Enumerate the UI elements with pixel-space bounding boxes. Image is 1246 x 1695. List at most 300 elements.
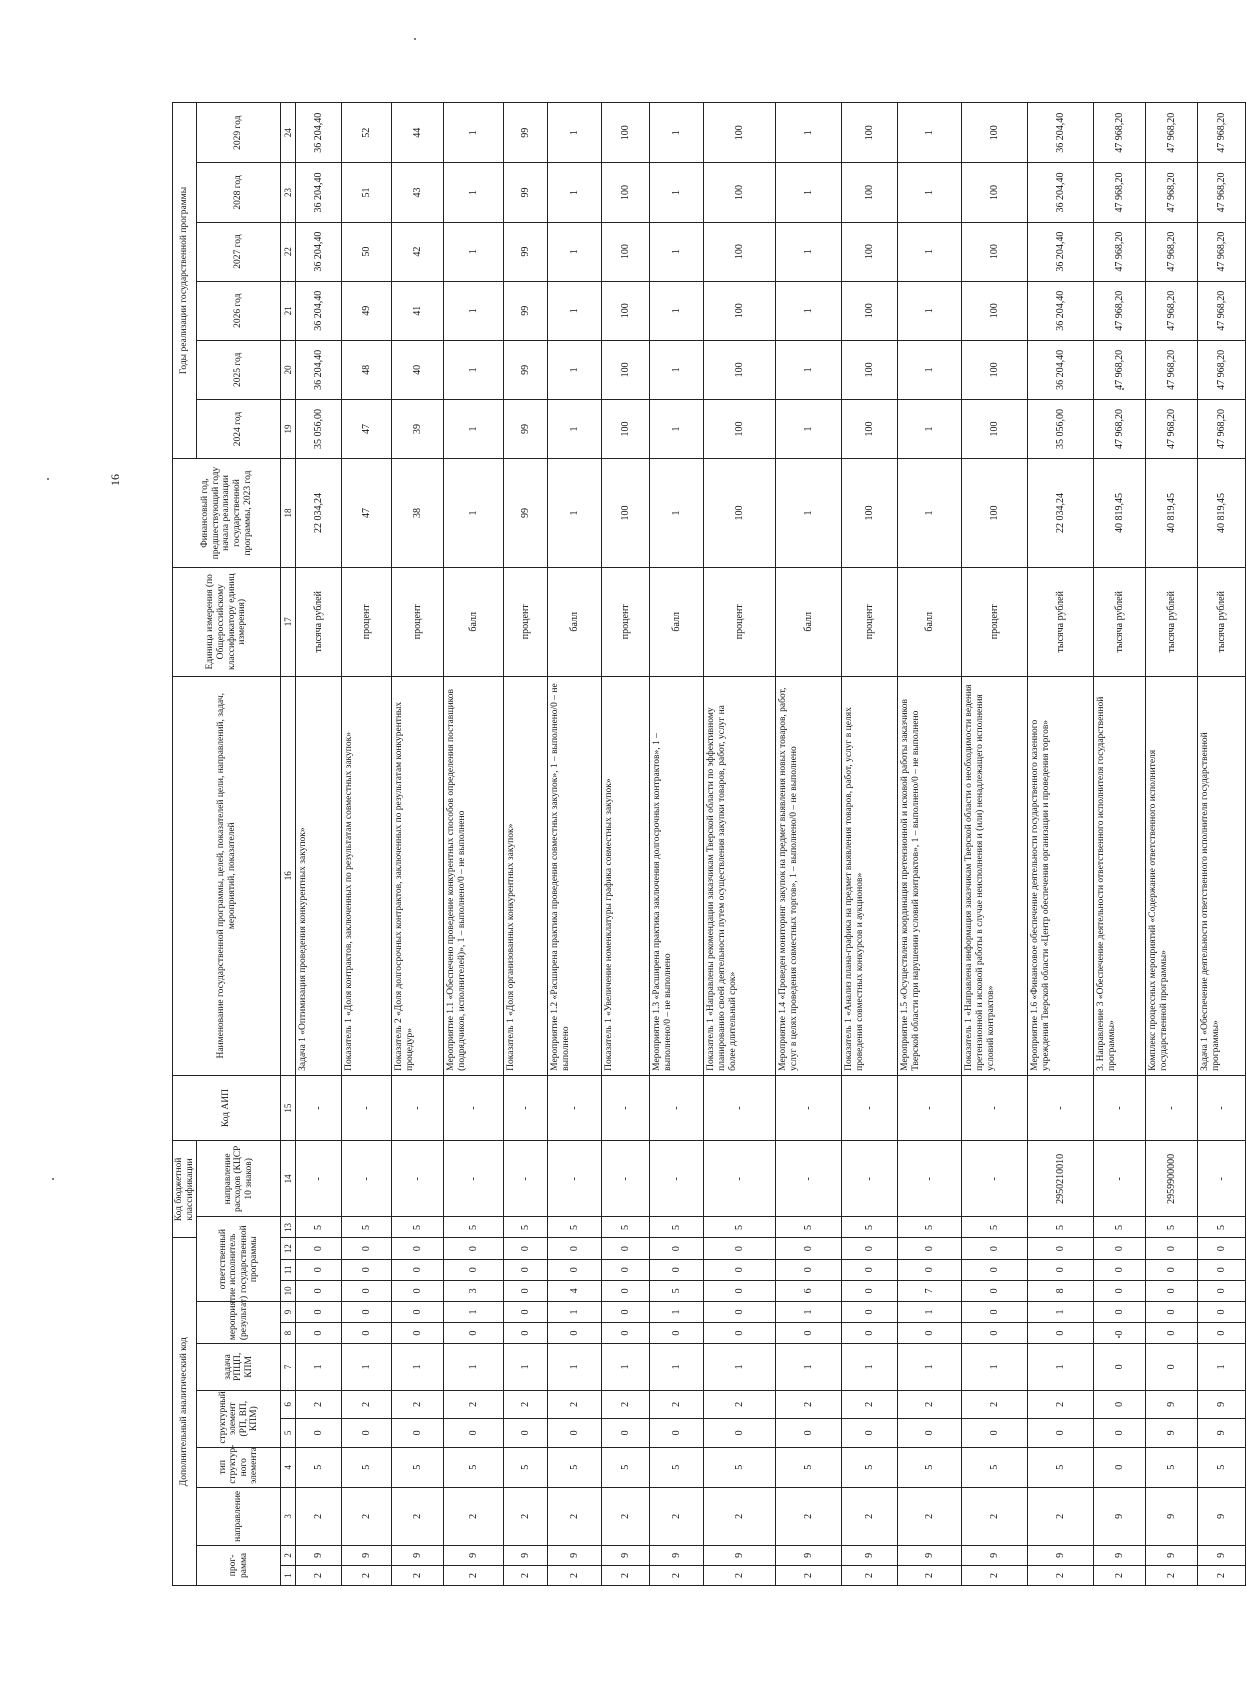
code-cell: 5 bbox=[650, 1217, 704, 1238]
year-value-cell: 100 bbox=[704, 222, 776, 281]
fin-year-cell: 100 bbox=[842, 459, 898, 568]
code-cell: 0 bbox=[704, 1238, 776, 1259]
code-cell: - bbox=[1094, 1075, 1146, 1140]
code-cell: 0 bbox=[1146, 1238, 1198, 1259]
year-value-cell: 47 968,20 bbox=[1146, 163, 1198, 222]
code-cell: 2 bbox=[602, 1565, 650, 1585]
year-value-cell: 100 bbox=[842, 281, 898, 340]
table-row bbox=[704, 103, 776, 1586]
code-cell: 5 bbox=[1146, 1447, 1198, 1487]
code-cell: 6 bbox=[776, 1280, 842, 1301]
year-value-cell: 47 968,20 bbox=[1146, 340, 1198, 399]
code-cell: 0 bbox=[296, 1419, 342, 1448]
code-cell: 0 bbox=[704, 1323, 776, 1344]
name-cell: Мероприятие 1.2 «Расширена практика проведения совместных закупок», 1 – выполнено/0 – не выполнено bbox=[548, 676, 602, 1075]
year-value-cell: 1 bbox=[650, 163, 704, 222]
year-value-cell: 1 bbox=[444, 399, 504, 458]
code-cell: 2 bbox=[898, 1390, 962, 1419]
code-cell: 2 bbox=[650, 1565, 704, 1585]
code-cell: 0 bbox=[296, 1280, 342, 1301]
code-cell: 5 bbox=[602, 1447, 650, 1487]
year-value-cell: 100 bbox=[602, 281, 650, 340]
column-number: 21 bbox=[281, 281, 296, 340]
table-row bbox=[296, 103, 342, 1586]
code-cell: 0 bbox=[392, 1238, 444, 1259]
code-cell: 0 bbox=[1094, 1301, 1146, 1322]
code-cell: 2 bbox=[842, 1390, 898, 1419]
code-cell: 9 bbox=[1146, 1545, 1198, 1565]
code-cell: 2 bbox=[898, 1565, 962, 1585]
year-value-cell: 1 bbox=[650, 340, 704, 399]
fin-year-cell: 99 bbox=[504, 459, 548, 568]
code-cell: 0 bbox=[1094, 1419, 1146, 1448]
unit-cell: тысяча рублей bbox=[1146, 567, 1198, 676]
table-row bbox=[776, 103, 842, 1586]
year-value-cell: 100 bbox=[962, 399, 1028, 458]
code-cell: 1 bbox=[1028, 1344, 1094, 1390]
code-cell: 0 bbox=[548, 1323, 602, 1344]
code-cell: 1 bbox=[296, 1344, 342, 1390]
header-napr-rashodov: направление расходов (КЦСР 10 знаков) bbox=[197, 1141, 281, 1217]
code-cell: 0 bbox=[962, 1419, 1028, 1448]
name-cell: Мероприятие 1.5 «Осуществлена координация претензионной и исковой работы заказчиков Тверской области при нарушении условий контрактов», 1 – выполнено/0 – не выполнено bbox=[898, 676, 962, 1075]
year-value-cell: 1 bbox=[776, 340, 842, 399]
unit-cell: процент bbox=[962, 567, 1028, 676]
code-cell: - bbox=[392, 1141, 444, 1217]
code-cell: 0 bbox=[602, 1280, 650, 1301]
code-cell: 1 bbox=[444, 1301, 504, 1322]
code-cell: 9 bbox=[1146, 1390, 1198, 1419]
code-cell: - bbox=[776, 1075, 842, 1140]
column-number: 24 bbox=[281, 103, 296, 163]
code-cell: 0 bbox=[842, 1323, 898, 1344]
name-cell: Показатель 1 «Доля организованных конкурентных закупок» bbox=[504, 676, 548, 1075]
year-value-cell: 99 bbox=[504, 163, 548, 222]
code-cell: 1 bbox=[898, 1344, 962, 1390]
table-row bbox=[842, 103, 898, 1586]
code-cell: 5 bbox=[342, 1217, 392, 1238]
code-cell: 0 bbox=[296, 1238, 342, 1259]
table-row bbox=[1198, 103, 1246, 1586]
code-cell: 2 bbox=[444, 1390, 504, 1419]
year-value-cell: 100 bbox=[704, 281, 776, 340]
code-cell: 0 bbox=[1146, 1344, 1198, 1390]
code-cell: 0 bbox=[392, 1280, 444, 1301]
code-cell: 0 bbox=[342, 1238, 392, 1259]
code-cell: 1 bbox=[962, 1344, 1028, 1390]
rotated-table-container bbox=[172, 102, 1228, 1586]
year-value-cell: 1 bbox=[776, 222, 842, 281]
code-cell: - bbox=[962, 1075, 1028, 1140]
code-cell: 0 bbox=[296, 1259, 342, 1280]
year-value-cell: 36 204,40 bbox=[1028, 163, 1094, 222]
unit-cell: балл bbox=[898, 567, 962, 676]
name-cell: Мероприятие 1.4 «Проведен мониторинг закупок на предмет выявления новых товаров, работ, услуг в целях проведения совместных торгов», 1 – выполнено/0 – не выполнено bbox=[776, 676, 842, 1075]
scan-speck bbox=[52, 1178, 54, 1180]
code-cell: 2 bbox=[962, 1565, 1028, 1585]
year-value-cell: 47 968,20 bbox=[1094, 222, 1146, 281]
year-value-cell: 99 bbox=[504, 281, 548, 340]
year-value-cell: 47 968,20 bbox=[1094, 281, 1146, 340]
code-cell: 0 bbox=[704, 1419, 776, 1448]
code-cell: 0 bbox=[1146, 1280, 1198, 1301]
code-cell: 0 bbox=[504, 1280, 548, 1301]
scan-speck bbox=[414, 38, 416, 40]
code-cell: 2 bbox=[548, 1390, 602, 1419]
code-cell: 1 bbox=[392, 1344, 444, 1390]
header-napravlenie: направление bbox=[197, 1487, 281, 1545]
code-cell: 0 bbox=[1094, 1323, 1146, 1344]
code-cell: 0 bbox=[342, 1419, 392, 1448]
year-value-cell: 47 968,20 bbox=[1146, 103, 1198, 163]
code-cell: - bbox=[602, 1141, 650, 1217]
year-value-cell: 36 204,40 bbox=[296, 163, 342, 222]
code-cell: 5 bbox=[898, 1217, 962, 1238]
code-cell: - bbox=[392, 1075, 444, 1140]
code-cell: 0 bbox=[602, 1259, 650, 1280]
code-cell: 2 bbox=[1028, 1565, 1094, 1585]
code-cell: 5 bbox=[898, 1447, 962, 1487]
year-value-cell: 1 bbox=[548, 163, 602, 222]
name-cell: 3. Направление 3 «Обеспечение деятельности ответственного исполнителя государственной программы» bbox=[1094, 676, 1146, 1075]
code-cell: 0 bbox=[898, 1238, 962, 1259]
code-cell: 9 bbox=[548, 1545, 602, 1565]
fin-year-cell: 22 034,24 bbox=[296, 459, 342, 568]
code-cell: 0 bbox=[704, 1280, 776, 1301]
code-cell: 0 bbox=[1198, 1259, 1246, 1280]
column-number: 19 bbox=[281, 399, 296, 458]
table-row bbox=[650, 103, 704, 1586]
year-value-cell: 35 056,00 bbox=[296, 399, 342, 458]
code-cell: 5 bbox=[704, 1217, 776, 1238]
code-cell: 7 bbox=[898, 1280, 962, 1301]
header-year-2025: 2025 год bbox=[197, 340, 281, 399]
year-value-cell: 36 204,40 bbox=[1028, 222, 1094, 281]
fin-year-cell: 1 bbox=[548, 459, 602, 568]
year-value-cell: 47 968,20 bbox=[1198, 399, 1246, 458]
year-value-cell: 47 968,20 bbox=[1198, 163, 1246, 222]
year-value-cell: 47 968,20 bbox=[1146, 281, 1198, 340]
table-row bbox=[342, 103, 392, 1586]
unit-cell: балл bbox=[650, 567, 704, 676]
year-value-cell: 1 bbox=[898, 163, 962, 222]
code-cell: 0 bbox=[296, 1323, 342, 1344]
code-cell: 0 bbox=[898, 1323, 962, 1344]
unit-cell: процент bbox=[842, 567, 898, 676]
year-value-cell: 100 bbox=[962, 222, 1028, 281]
year-value-cell: 100 bbox=[602, 103, 650, 163]
code-cell: 0 bbox=[1028, 1323, 1094, 1344]
code-cell: 0 bbox=[842, 1259, 898, 1280]
table-row bbox=[504, 103, 548, 1586]
column-number: 23 bbox=[281, 163, 296, 222]
name-cell: Показатель 1 «Увеличение номенклатуры графика совместных закупок» bbox=[602, 676, 650, 1075]
code-cell: - bbox=[342, 1075, 392, 1140]
year-value-cell: 1 bbox=[548, 103, 602, 163]
year-value-cell: 52 bbox=[342, 103, 392, 163]
year-value-cell: 1 bbox=[898, 399, 962, 458]
fin-year-cell: 40 819,45 bbox=[1094, 459, 1146, 568]
code-cell: - bbox=[704, 1075, 776, 1140]
scan-speck bbox=[47, 478, 49, 480]
code-cell: 2 bbox=[392, 1487, 444, 1545]
code-cell: 2 bbox=[296, 1565, 342, 1585]
code-cell: 9 bbox=[1146, 1487, 1198, 1545]
year-value-cell: 100 bbox=[602, 340, 650, 399]
code-cell: 2 bbox=[548, 1487, 602, 1545]
year-value-cell: 51 bbox=[342, 163, 392, 222]
code-cell: 2 bbox=[1028, 1390, 1094, 1419]
code-cell: 0 bbox=[548, 1419, 602, 1448]
code-cell: 2 bbox=[776, 1390, 842, 1419]
code-cell: 0 bbox=[1094, 1447, 1146, 1487]
code-cell: 1 bbox=[342, 1344, 392, 1390]
code-cell: 5 bbox=[650, 1280, 704, 1301]
code-cell: 9 bbox=[898, 1545, 962, 1565]
code-cell: 5 bbox=[1198, 1217, 1246, 1238]
code-cell: 9 bbox=[1094, 1545, 1146, 1565]
code-cell: 5 bbox=[1146, 1217, 1198, 1238]
year-value-cell: 100 bbox=[704, 163, 776, 222]
column-number: 15 bbox=[281, 1075, 296, 1140]
code-cell: 9 bbox=[602, 1545, 650, 1565]
code-cell: - bbox=[898, 1141, 962, 1217]
code-cell: 0 bbox=[898, 1259, 962, 1280]
code-cell: 2950210010 bbox=[1028, 1141, 1094, 1217]
header-fin-year: Финансовый год, предшествующий году начала реализации государственной программы, 2023 год bbox=[173, 459, 281, 568]
header-code-aip: Код АИП bbox=[173, 1075, 281, 1140]
code-cell: 5 bbox=[962, 1217, 1028, 1238]
fin-year-cell: 1 bbox=[776, 459, 842, 568]
code-cell: 9 bbox=[1198, 1390, 1246, 1419]
year-value-cell: 47 968,20 bbox=[1094, 103, 1146, 163]
column-number: 20 bbox=[281, 340, 296, 399]
code-cell: 1 bbox=[776, 1301, 842, 1322]
column-number: 12 bbox=[281, 1238, 296, 1259]
code-cell: - bbox=[650, 1075, 704, 1140]
code-cell: - bbox=[548, 1075, 602, 1140]
code-cell: 0 bbox=[1198, 1301, 1246, 1322]
code-cell: 2 bbox=[342, 1565, 392, 1585]
year-value-cell: 100 bbox=[962, 340, 1028, 399]
name-cell: Показатель 1 «Доля контрактов, заключенных по результатам совместных закупок» bbox=[342, 676, 392, 1075]
unit-cell: балл bbox=[548, 567, 602, 676]
year-value-cell: 1 bbox=[650, 281, 704, 340]
code-cell: 0 bbox=[602, 1323, 650, 1344]
code-cell: 2 bbox=[342, 1390, 392, 1419]
code-cell: - bbox=[342, 1141, 392, 1217]
fin-year-cell: 47 bbox=[342, 459, 392, 568]
year-value-cell: 47 bbox=[342, 399, 392, 458]
code-cell: 0 bbox=[650, 1323, 704, 1344]
unit-cell: балл bbox=[776, 567, 842, 676]
code-cell: 0 bbox=[1198, 1238, 1246, 1259]
year-value-cell: 100 bbox=[842, 399, 898, 458]
name-cell: Комплекс процессных мероприятий «Содержание ответственного исполнителя государственной программы» bbox=[1146, 676, 1198, 1075]
code-cell: 9 bbox=[392, 1545, 444, 1565]
unit-cell: тысяча рублей bbox=[1198, 567, 1246, 676]
fin-year-cell: 22 034,24 bbox=[1028, 459, 1094, 568]
code-cell: 1 bbox=[504, 1344, 548, 1390]
code-cell: 0 bbox=[1094, 1344, 1146, 1390]
code-cell: 0 bbox=[444, 1259, 504, 1280]
header-years-group: Годы реализации государственной программы bbox=[173, 103, 197, 459]
fin-year-cell: 40 819,45 bbox=[1198, 459, 1246, 568]
code-cell: 0 bbox=[392, 1323, 444, 1344]
table-row bbox=[444, 103, 504, 1586]
code-cell: 0 bbox=[1146, 1259, 1198, 1280]
year-value-cell: 48 bbox=[342, 340, 392, 399]
year-value-cell: 100 bbox=[962, 163, 1028, 222]
code-cell: 2 bbox=[602, 1487, 650, 1545]
code-cell: 0 bbox=[444, 1238, 504, 1259]
column-number: 6 bbox=[281, 1390, 296, 1419]
year-value-cell: 100 bbox=[602, 399, 650, 458]
year-value-cell: 1 bbox=[548, 281, 602, 340]
year-value-cell: 1 bbox=[776, 163, 842, 222]
code-cell: 0 bbox=[342, 1301, 392, 1322]
code-cell: - bbox=[602, 1075, 650, 1140]
fin-year-cell: 1 bbox=[650, 459, 704, 568]
code-cell: - bbox=[704, 1141, 776, 1217]
code-cell: 9 bbox=[1146, 1419, 1198, 1448]
code-cell: 9 bbox=[1198, 1419, 1246, 1448]
code-cell: 2 bbox=[842, 1565, 898, 1585]
header-year-2029: 2029 год bbox=[197, 103, 281, 163]
code-cell: 0 bbox=[842, 1419, 898, 1448]
year-value-cell: 36 204,40 bbox=[296, 103, 342, 163]
year-value-cell: 100 bbox=[602, 163, 650, 222]
code-cell: 2 bbox=[898, 1487, 962, 1545]
code-cell: - bbox=[548, 1141, 602, 1217]
name-cell: Мероприятие 1.3 «Расширена практика заключения долгосрочных контрактов», 1 – выполнено/0 – не выполнено bbox=[650, 676, 704, 1075]
header-name: Наименование государственной программы, целей, показателей цели, направлений, задач, мероприятий, показателей bbox=[173, 676, 281, 1075]
program-table bbox=[172, 102, 1246, 1586]
code-cell: 2 bbox=[1198, 1565, 1246, 1585]
code-cell: - bbox=[504, 1141, 548, 1217]
code-cell: 4 bbox=[548, 1280, 602, 1301]
column-number: 5 bbox=[281, 1419, 296, 1448]
year-value-cell: 99 bbox=[504, 399, 548, 458]
code-cell: 0 bbox=[962, 1301, 1028, 1322]
code-cell: 5 bbox=[392, 1217, 444, 1238]
header-tip: тип структур-ного элемента bbox=[197, 1447, 281, 1487]
code-cell: 5 bbox=[602, 1217, 650, 1238]
code-cell: - bbox=[842, 1075, 898, 1140]
code-cell: 0 bbox=[296, 1301, 342, 1322]
year-value-cell: 43 bbox=[392, 163, 444, 222]
year-value-cell: 100 bbox=[842, 103, 898, 163]
year-value-cell: 100 bbox=[842, 222, 898, 281]
fin-year-cell: 100 bbox=[962, 459, 1028, 568]
code-cell: 5 bbox=[444, 1447, 504, 1487]
table-row bbox=[548, 103, 602, 1586]
name-cell: Показатель 1 «Анализ плана-графика на предмет выявления товаров, работ, услуг в целях проведения совместных конкурсов и аукционов» bbox=[842, 676, 898, 1075]
year-value-cell: 1 bbox=[650, 399, 704, 458]
year-value-cell: 1 bbox=[548, 222, 602, 281]
code-cell: 2 bbox=[704, 1487, 776, 1545]
column-number: 9 bbox=[281, 1301, 296, 1322]
code-cell: 0 bbox=[842, 1238, 898, 1259]
code-cell: 0 bbox=[1028, 1238, 1094, 1259]
year-value-cell: 47 968,20 bbox=[1094, 399, 1146, 458]
fin-year-cell: 40 819,45 bbox=[1146, 459, 1198, 568]
code-cell: 9 bbox=[842, 1545, 898, 1565]
code-cell: 2 bbox=[392, 1565, 444, 1585]
unit-cell: тысяча рублей bbox=[1028, 567, 1094, 676]
code-cell: 0 bbox=[1198, 1280, 1246, 1301]
name-cell: Мероприятие 1.1 «Обеспечено проведение конкурентных способов определения поставщиков (подрядчиков, исполнителей)», 1 – выполнено/0 – не выполнено bbox=[444, 676, 504, 1075]
code-cell: 3 bbox=[444, 1280, 504, 1301]
year-value-cell: 1 bbox=[444, 163, 504, 222]
code-cell: 0 bbox=[1094, 1259, 1146, 1280]
header-budget-code: Код бюджетной классификации bbox=[173, 1141, 197, 1238]
code-cell: - bbox=[444, 1075, 504, 1140]
code-cell: 5 bbox=[1198, 1447, 1246, 1487]
table-row bbox=[898, 103, 962, 1586]
code-cell: 0 bbox=[650, 1419, 704, 1448]
header-otv-isp: ответственный исполнитель государственной программы bbox=[197, 1217, 281, 1302]
code-cell: 2 bbox=[504, 1487, 548, 1545]
code-cell: 0 bbox=[1028, 1259, 1094, 1280]
code-cell: - bbox=[296, 1075, 342, 1140]
code-cell: 8 bbox=[1028, 1280, 1094, 1301]
code-cell: 9 bbox=[1198, 1545, 1246, 1565]
code-cell: 1 bbox=[776, 1344, 842, 1390]
year-value-cell: 36 204,40 bbox=[1028, 103, 1094, 163]
code-cell: 9 bbox=[1028, 1545, 1094, 1565]
code-cell: 9 bbox=[1094, 1487, 1146, 1545]
table-row bbox=[602, 103, 650, 1586]
code-cell: 0 bbox=[842, 1301, 898, 1322]
year-value-cell: 1 bbox=[548, 340, 602, 399]
code-cell: 0 bbox=[602, 1419, 650, 1448]
code-cell: 1 bbox=[704, 1344, 776, 1390]
year-value-cell: 100 bbox=[602, 222, 650, 281]
code-cell: - bbox=[1028, 1075, 1094, 1140]
year-value-cell: 47 968,20 bbox=[1146, 222, 1198, 281]
code-cell: 0 bbox=[962, 1280, 1028, 1301]
header-zadacha: задача РПЦП, КПМ bbox=[197, 1344, 281, 1390]
code-cell: 0 bbox=[704, 1301, 776, 1322]
code-cell: 1 bbox=[1198, 1344, 1246, 1390]
year-value-cell: 100 bbox=[704, 103, 776, 163]
code-cell: 2 bbox=[444, 1487, 504, 1545]
name-cell: Показатель 1 «Направлена информация заказчикам Тверской области о необходимости ведения претензионной и исковой работы в случае неисполнения и (или) ненадлежащего исполнения условий контрактов» bbox=[962, 676, 1028, 1075]
code-cell: 2 bbox=[1146, 1565, 1198, 1585]
year-value-cell: 42 bbox=[392, 222, 444, 281]
code-cell: 2 bbox=[704, 1565, 776, 1585]
year-value-cell: 44 bbox=[392, 103, 444, 163]
name-cell: Показатель 2 «Доля долгосрочных контрактов, заключенных по результатам конкурентных процедур» bbox=[392, 676, 444, 1075]
code-cell: 0 bbox=[504, 1323, 548, 1344]
code-cell: 0 bbox=[1094, 1238, 1146, 1259]
code-cell: 0 bbox=[1198, 1323, 1246, 1344]
year-value-cell: 36 204,40 bbox=[1028, 340, 1094, 399]
year-value-cell: 36 204,40 bbox=[1028, 281, 1094, 340]
code-cell: 0 bbox=[504, 1301, 548, 1322]
column-number: 17 bbox=[281, 567, 296, 676]
year-value-cell: 100 bbox=[704, 399, 776, 458]
code-cell: 5 bbox=[548, 1217, 602, 1238]
unit-cell: тысяча рублей bbox=[296, 567, 342, 676]
header-unit: Единица измерения (по Общероссийскому классификатору единиц измерения) bbox=[173, 567, 281, 676]
year-value-cell: 40 bbox=[392, 340, 444, 399]
year-value-cell: 1 bbox=[444, 281, 504, 340]
code-cell: - bbox=[650, 1141, 704, 1217]
year-value-cell: 1 bbox=[650, 103, 704, 163]
code-cell: 5 bbox=[392, 1447, 444, 1487]
